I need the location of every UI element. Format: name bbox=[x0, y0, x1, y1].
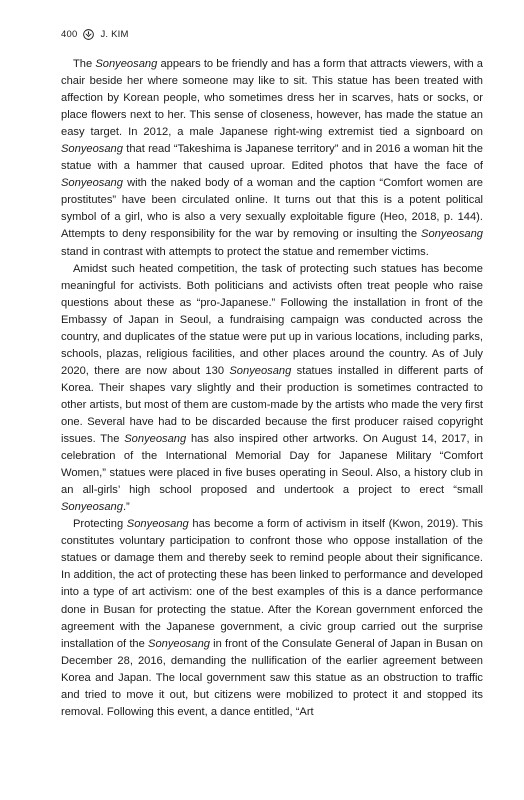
page-number: 400 bbox=[61, 28, 78, 40]
italic-term: Sonyeosang bbox=[229, 364, 292, 377]
text-run: in front of the Consulate General of Japan in Busan on December 28, 2016, demanding the nullification of the earlier agreement between Korea and Japan. The local government saw this statue as an obstruction to traffic and tried to move it out, but citizens were mobilized to protect it and stopped its removal. Following this event, a dance entitled, “Art bbox=[61, 637, 483, 718]
text-run: .” bbox=[122, 501, 130, 514]
italic-term: Sonyeosang bbox=[61, 143, 123, 156]
italic-term: Sonyeosang bbox=[61, 501, 123, 514]
italic-term: Sonyeosang bbox=[421, 228, 483, 241]
italic-term: Sonyeosang bbox=[124, 433, 187, 446]
text-run: has also inspired other artworks. On August 14, 2017, in celebration of the International Memorial Day for Japanese Military “Comfort Women,” statues were placed in five buses operating in Seoul. Also, a history club in an all-girls’ high school proposed and undertook a project to erect “small bbox=[61, 433, 484, 497]
running-header bbox=[61, 27, 129, 41]
text-run: that read “Takeshima is Japanese territory” and in 2016 a woman hit the statue with a hammer that caused uproar. Edited photos that have the face of bbox=[61, 143, 483, 173]
text-run: stand in contrast with attempts to protect the statue and remember victims. bbox=[61, 245, 429, 258]
text-run: statues installed in different parts of Korea. Their shapes vary slightly and their production is sometimes contracted to other artists, but most of them are custom-made by the artists who made the very first one. Several have had to be discarded because the first producer raised copyright issues. The bbox=[61, 364, 483, 446]
paragraph bbox=[61, 56, 483, 261]
paragraph bbox=[61, 261, 483, 517]
italic-term: Sonyeosang bbox=[61, 177, 123, 190]
italic-term: Sonyeosang bbox=[126, 518, 189, 531]
italic-term: Sonyeosang bbox=[95, 58, 158, 70]
italic-term: Sonyeosang bbox=[148, 637, 210, 650]
text-run: appears to be friendly and has a form that attracts viewers, with a chair beside her where someone may like to sit. This statue has been treated with affection by Korean people, who sometimes dress her in scarves, hats or socks, or place flowers next to her. This sense of closeness, however, has made the statue an easy target. In 2012, a male Japanese right-wing extremist tied a signboard on bbox=[61, 58, 483, 139]
article-body bbox=[61, 56, 483, 721]
running-header-author: J. KIM bbox=[100, 28, 129, 40]
text-run: Amidst such heated competition, the task of protecting such statues has become meaningful for activists. Both politicians and activists often treat people who raise questions about these as “pro-Japanese.” Following the installation in front of the Embassy of Japan in Seoul, a fundraising campaign was conducted across the country, and duplicates of the statue were put up in various locations, including parks, schools, plazas, religious facilities, and other places around the country. As of July 2020, there are now about 130 bbox=[61, 262, 483, 377]
text-run: with the naked body of a woman and the caption “Comfort women are prostitutes” have been circulated online. It turns out that this is a potent political symbol of a girl, who is also a very sexually exploitable figure (Heo, 2018, p. 144). Attempts to deny responsibility for the war by removing or insulting the bbox=[61, 177, 483, 241]
text-run: The bbox=[73, 58, 96, 70]
text-run: has become a form of activism in itself (Kwon, 2019). This constitutes voluntary participation to confront those who oppose installation of the statues or damage them and thereby seek to remind people about their significance. In addition, the act of protecting these has been linked to performance and developed into a type of art activism: one of the best examples of this is a dance performance done in Busan for protecting the statue. After the Korean government enforced the agreement with the Japanese government, a civic group carried out the surprise installation of the bbox=[61, 518, 483, 650]
paragraph bbox=[61, 516, 483, 721]
journal-logo-icon bbox=[83, 29, 94, 40]
text-run: Protecting bbox=[73, 518, 127, 531]
